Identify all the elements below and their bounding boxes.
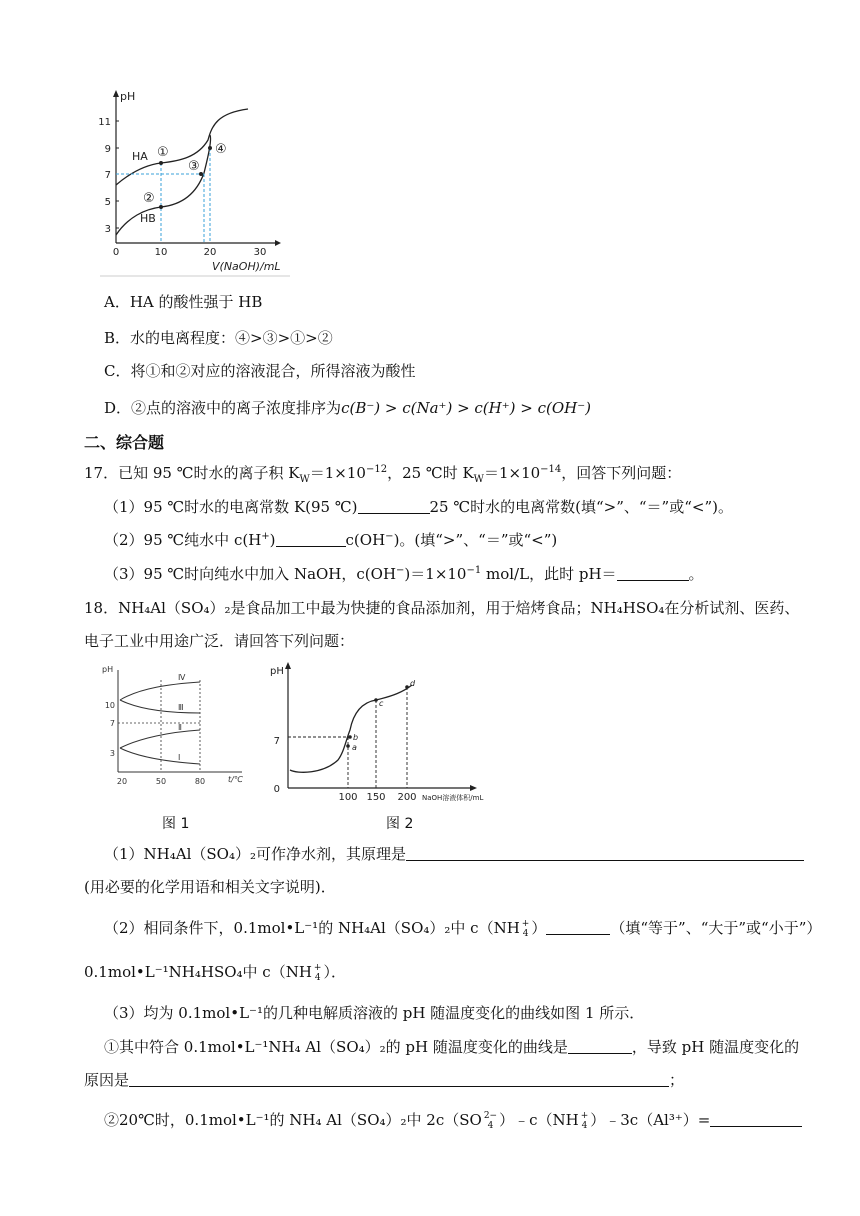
answer-blank[interactable] [617, 565, 689, 581]
point-label-2: ② [143, 191, 155, 206]
fig1-y-tick: 3 [109, 749, 115, 758]
option-c-mid: 和 [160, 362, 176, 380]
fig2-x-label: NaOH溶液体积/mL [422, 794, 484, 802]
option-c-post: 对应的溶液混合，所得溶液为酸性 [190, 362, 416, 380]
x-tick: 30 [253, 247, 267, 258]
fig2-x-tick: 200 [397, 792, 417, 803]
fig2-point-c: c [379, 699, 384, 708]
fig1-curve-1: Ⅰ [178, 753, 181, 762]
circled-2: ② [131, 399, 147, 417]
fig2-point-b: b [353, 733, 359, 742]
q18-part2: （2）相同条件下，0.1mol•L⁻¹的 NH₄Al（SO₄）₂中 c（NH + 4 ） （填“等于”、“大于”或“小于”） [104, 919, 822, 939]
fig1-y-tick: 10 [104, 701, 115, 710]
q18-part2-cont: 0.1mol•L⁻¹NH₄HSO₄中 c（NH + 4 ）． [84, 963, 346, 983]
circled-2: ② [175, 362, 191, 380]
option-c-pre: C．将 [104, 362, 146, 380]
option-c [104, 361, 416, 381]
fig1-x-tick: 50 [155, 777, 167, 786]
fig1-y-label: pH [102, 665, 114, 674]
y-tick: 7 [104, 170, 111, 181]
y-tick: 9 [104, 144, 111, 155]
fig2-x-tick: 150 [366, 792, 386, 803]
x-tick: 0 [112, 247, 120, 258]
q17-part3: （3）95 ℃时向纯水中加入 NaOH，$c(OH^-)=1\times 10^{-1}$ mol/L，此时 pH＝ 。 [104, 565, 704, 583]
option-b: B．水的电离程度：④>③>①>② [104, 329, 333, 347]
option-a: A．HA 的酸性强于 HB [104, 293, 263, 311]
fig2-point-a: a [352, 743, 357, 752]
fig2-y-tick: 0 [273, 784, 280, 795]
answer-blank[interactable] [546, 919, 610, 935]
fig1-x-label: t/℃ [228, 775, 243, 784]
circled-1: ① [145, 362, 161, 380]
answer-blank[interactable] [406, 845, 804, 861]
fig2-x-tick: 100 [338, 792, 358, 803]
q18-part1: （1）NH₄Al（SO₄）₂可作净水剂，其原理是 [104, 844, 804, 864]
answer-blank[interactable] [358, 498, 430, 514]
point-label-1: ① [157, 145, 169, 160]
q18-part3-1: ①其中符合 0.1mol•L⁻¹NH₄ Al（SO₄）₂的 pH 随温度变化的曲线是 ，导致 pH 随温度变化的 [104, 1038, 800, 1056]
answer-blank[interactable] [568, 1038, 632, 1054]
section-title: 二、综合题 [84, 433, 165, 452]
option-d-text: 点的溶液中的离子浓度排序为 [146, 399, 342, 417]
answer-blank[interactable] [129, 1071, 669, 1087]
fig1-y-tick: 7 [109, 719, 115, 728]
option-d-expr: c(B⁻) > c(Na⁺) > c(H⁺) > c(OH⁻) [341, 399, 592, 417]
x-axis-label: V(NaOH)/mL [212, 260, 281, 273]
q18-stem-line2: 电子工业中用途广泛．请回答下列问题： [84, 632, 355, 650]
y-tick: 11 [98, 117, 111, 128]
titration-figure [100, 85, 300, 277]
q17-part2: （2）95 ℃纯水中 c(H+) c(OH−)。(填“>”、“＝”或“<”) [104, 531, 558, 549]
answer-blank[interactable] [276, 531, 346, 547]
y-axis-label: pH [120, 90, 136, 103]
point-label-3: ③ [188, 159, 200, 174]
option-d [104, 398, 591, 418]
fig1-x-tick: 80 [194, 777, 206, 786]
fig2-point-d: d [410, 679, 416, 688]
x-tick: 10 [154, 247, 168, 258]
q18-part1-note: (用必要的化学用语和相关文字说明)． [84, 878, 336, 896]
answer-blank[interactable] [710, 1111, 802, 1127]
y-tick: 3 [104, 224, 111, 235]
x-tick: 20 [203, 247, 217, 258]
q18-part3: （3）均为 0.1mol•L⁻¹的几种电解质溶液的 pH 随温度变化的曲线如图 1 所示． [104, 1004, 645, 1022]
circled-1: ① [104, 1038, 120, 1056]
fig1-x-tick: 20 [116, 777, 128, 786]
point-label-4: ④ [215, 142, 227, 157]
fig1-curve-3: Ⅲ [178, 703, 184, 712]
fig2-y-label: pH [270, 666, 284, 677]
circled-2: ② [104, 1111, 120, 1129]
figure-2 [268, 660, 508, 803]
q18-part3-1-cont: 原因是 ； [84, 1071, 685, 1089]
option-d-pre: D． [104, 399, 132, 417]
fig2-caption: 图 2 [386, 816, 414, 832]
curve-label-hb: HB [140, 212, 156, 225]
fig1-curve-2: Ⅱ [178, 723, 182, 732]
fig2-y-tick: 7 [273, 736, 280, 747]
q17-part1: （1）95 ℃时水的电离常数 K(95 ℃) 25 ℃时水的电离常数(填“>”、“＝”或“<”)。 [104, 498, 733, 516]
fig1-caption: 图 1 [162, 816, 190, 832]
y-tick: 5 [104, 197, 111, 208]
figure-1 [100, 660, 260, 800]
q18-stem-line1: 18．NH₄Al（SO₄）₂是食品加工中最为快捷的食品添加剂，用于焙烤食品；NH₄HSO₄在分析试剂、医药、 [84, 599, 800, 617]
fig1-curve-4: Ⅳ [178, 673, 186, 682]
q17-stem: 17．已知 95 ℃时水的离子积 $K_W=1\times 10^{-12}$，25 ℃时 $K_W=1\times 10^{-14}$，回答下列问题： [84, 464, 682, 485]
q18-part3-2: ②20℃时，0.1mol•L⁻¹的 NH₄ Al（SO₄）₂中 2c（SO 2− 4 ）﹣c（NH + 4 ）﹣3c（Al³⁺）= [104, 1110, 802, 1131]
curve-label-ha: HA [132, 150, 148, 163]
